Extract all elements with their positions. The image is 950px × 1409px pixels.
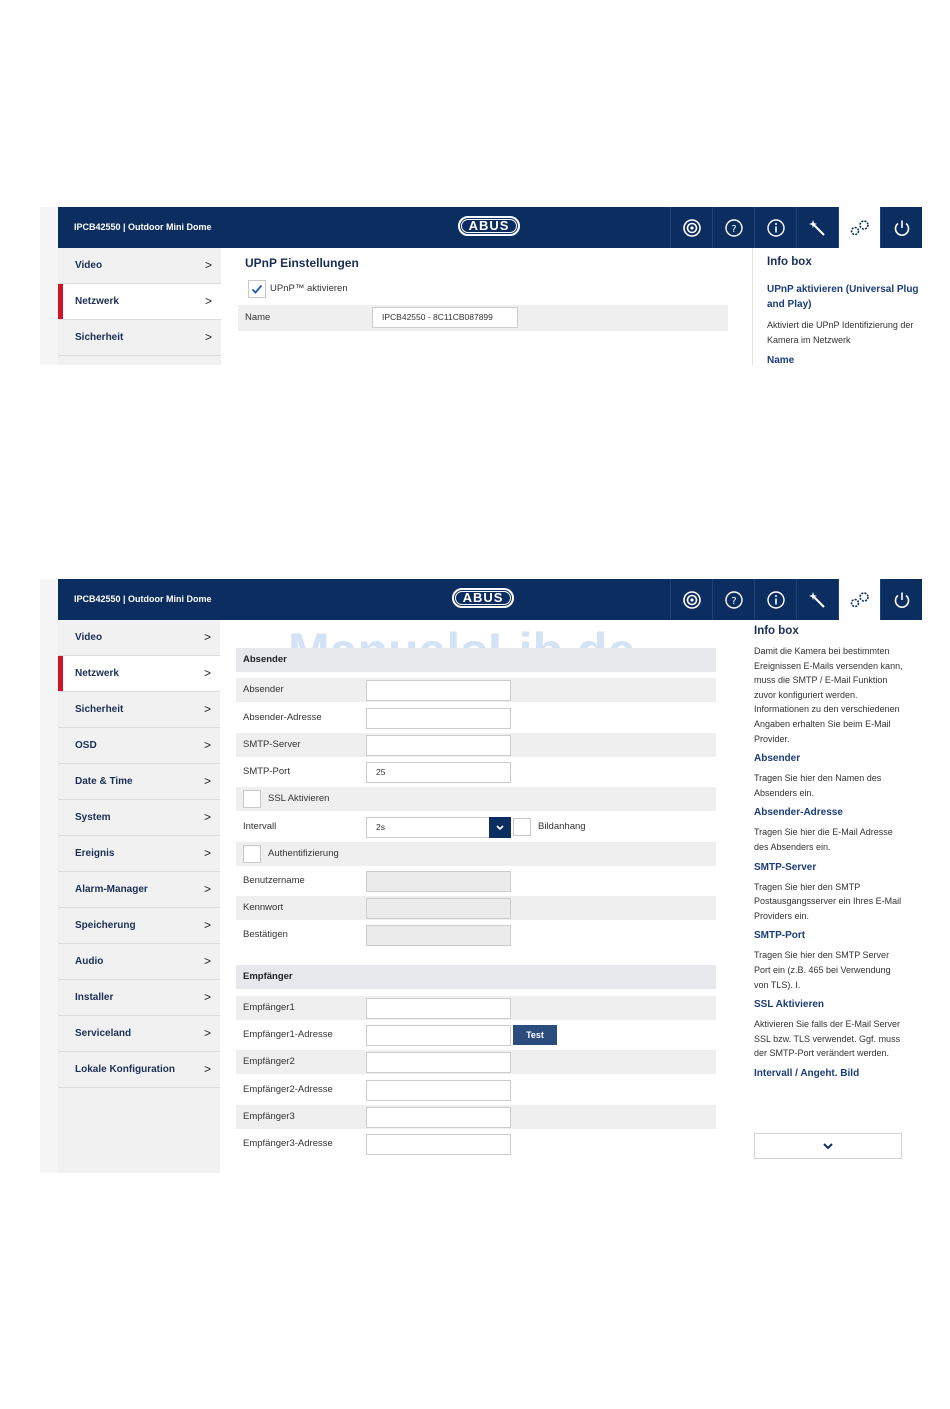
empfaenger2-label: Empfänger2 [243,1056,295,1067]
info-heading: SMTP-Server [754,861,817,873]
top-bar [58,579,922,620]
bildanhang-label: Bildanhang [538,821,586,832]
bildanhang-checkbox[interactable] [513,818,531,836]
sidebar [58,620,220,1173]
info-text: Tragen Sie hier die E-Mail Adresse des Absenders ein. [754,827,893,852]
empfaenger1-input[interactable] [366,998,511,1019]
sidebar-item-serviceland[interactable]: Serviceland > [58,1016,220,1052]
form-row-benutzername [236,869,716,893]
info-intro: Damit die Kamera bei bestimmten Ereignissen E-Mails versenden kann, muss die SMTP / E-Mail Funktion zuvor konfiguriert werden. Informationen zu den verschiedenen Angaben erhalten Sie beim E-Mail Provider. [754,646,903,744]
sidebar-item-video[interactable]: Video > [58,620,220,656]
info-heading: Name [767,355,795,365]
chevron-down-icon [821,1141,835,1151]
section-title: Absender [243,654,287,665]
info-text: Aktivieren Sie falls der E-Mail Server SSL bzw. TLS verwendet. Ggf. muss der SMTP-Port verändert werden. [754,1019,901,1059]
svg-text:?: ? [730,223,737,235]
empfaenger3-input[interactable] [366,1107,511,1128]
top-icon-bar [670,579,922,620]
top-icon-bar [670,207,922,248]
sidebar-item-ereignis[interactable]: Ereignis > [58,836,220,872]
sidebar-item-system[interactable]: System > [58,800,220,836]
wizard-icon[interactable] [796,207,838,248]
email-settings-screen [40,579,922,1173]
info-text: Tragen Sie hier den Namen des Absenders ein. [754,773,882,798]
form-row-name [238,305,728,331]
chevron-right-icon: > [204,330,212,344]
settings-icon[interactable] [838,207,880,248]
smtp-port-label: SMTP-Port [243,766,290,777]
form-row-empfaenger3 [236,1105,716,1129]
test-button[interactable]: Test [513,1025,557,1045]
form-row-bestaetigen [236,923,716,947]
help-icon[interactable] [712,207,754,248]
info-heading: UPnP aktivieren (Universal Plug and Play) [767,284,919,310]
empfaenger1-label: Empfänger1 [243,1002,295,1013]
settings-icon[interactable] [838,579,880,620]
info-heading: SMTP-Port [754,930,806,942]
chevron-right-icon: > [204,258,212,272]
empfaenger2-input[interactable] [366,1052,511,1073]
chevron-right-icon: > [203,954,211,968]
empfaenger3-adresse-input[interactable] [366,1134,511,1155]
sidebar-item-speicherung[interactable]: Speicherung > [58,908,220,944]
name-input[interactable]: IPCB42550 - 8C11CB087899 [372,307,518,328]
upnp-settings-screen [40,207,922,365]
ssl-checkbox[interactable] [243,790,261,808]
sidebar-item-date-time[interactable]: Date & Time > [58,764,220,800]
name-label: Name [245,312,271,323]
form-row-empfaenger2 [236,1050,716,1074]
bestaetigen-label: Bestätigen [243,929,288,940]
form-row-intervall [236,815,716,839]
absender-label: Absender [243,684,284,695]
sidebar-item-lokale-konfiguration[interactable]: Lokale Konfiguration > [58,1052,220,1088]
form-row-empfaenger3-adresse [236,1132,716,1156]
sidebar-item-sicherheit[interactable]: Sicherheit > [58,692,220,728]
section-header-absender [236,648,716,672]
chevron-right-icon: > [203,882,211,896]
intervall-label: Intervall [243,821,277,832]
dropdown-button[interactable] [489,817,511,838]
section-header-empfaenger [236,965,716,989]
chevron-right-icon: > [203,774,211,788]
section-title: UPnP Einstellungen [245,256,359,270]
form-row-authentifizierung [236,842,716,866]
form-row-absender-adresse [236,706,716,730]
chevron-right-icon: > [203,1026,211,1040]
smtp-server-label: SMTP-Server [243,739,301,750]
svg-text:?: ? [730,595,737,607]
authentifizierung-checkbox[interactable] [243,845,261,863]
wizard-icon[interactable] [796,579,838,620]
info-box [752,248,922,365]
empfaenger1-adresse-label: Empfänger1-Adresse [243,1029,333,1040]
sidebar [58,248,221,365]
kennwort-input[interactable] [366,898,511,919]
empfaenger2-adresse-label: Empfänger2-Adresse [243,1084,333,1095]
power-icon[interactable] [880,579,922,620]
absender-input[interactable] [366,680,511,701]
camera-model-label: IPCB42550 | Outdoor Mini Dome [74,594,212,604]
ssl-label: SSL Aktivieren [268,793,330,804]
chevron-right-icon: > [203,666,211,680]
sidebar-item-sicherheit[interactable]: Sicherheit > [58,320,221,356]
form-row-smtp-port [236,760,716,784]
live-view-icon[interactable] [670,207,712,248]
help-icon[interactable] [712,579,754,620]
intervall-select[interactable]: 2s [366,817,511,838]
chevron-right-icon: > [204,294,212,308]
chevron-right-icon: > [203,990,211,1004]
chevron-right-icon: > [203,702,211,716]
smtp-port-input[interactable]: 25 [366,762,511,783]
info-icon[interactable] [754,579,796,620]
bestaetigen-input[interactable] [366,925,511,946]
chevron-right-icon: > [203,846,211,860]
form-row-absender [236,678,716,702]
form-row-kennwort [236,896,716,920]
sidebar-item-installer[interactable]: Installer > [58,980,220,1016]
info-box-title: Info box [767,256,812,268]
sidebar-item-audio[interactable]: Audio > [58,944,220,980]
empfaenger2-adresse-input[interactable] [366,1080,511,1101]
sidebar-item-alarm-manager[interactable]: Alarm-Manager > [58,872,220,908]
absender-adresse-label: Absender-Adresse [243,712,322,723]
benutzername-input[interactable] [366,871,511,892]
info-heading: Absender [754,753,801,765]
window-edge [40,579,58,1173]
authentifizierung-label: Authentifizierung [268,848,339,859]
upnp-checkbox-label: UPnP™ aktivieren [270,283,348,294]
sidebar-item-netzwerk[interactable]: Netzwerk > [58,284,221,320]
info-box [740,620,908,1173]
sidebar-item-osd[interactable]: OSD > [58,728,220,764]
section-title: Empfänger [243,971,293,982]
info-box-title: Info box [754,625,799,637]
power-icon[interactable] [880,207,922,248]
chevron-right-icon: > [203,630,211,644]
info-heading: Absender-Adresse [754,807,843,819]
top-bar [58,207,922,248]
form-row-ssl [236,787,716,811]
chevron-right-icon: > [203,918,211,932]
smtp-server-input[interactable] [366,735,511,756]
upnp-checkbox[interactable] [248,280,266,298]
chevron-right-icon: > [203,810,211,824]
form-row-empfaenger2-adresse [236,1078,716,1102]
main-panel [236,620,716,1173]
abus-logo: ABUS [458,216,520,236]
window-edge [40,207,58,365]
info-text: Tragen Sie hier den SMTP Postausgangsserver ein Ihres E-Mail Providers ein. [754,881,902,921]
info-icon[interactable] [754,207,796,248]
form-row-smtp-server [236,733,716,757]
empfaenger3-adresse-label: Empfänger3-Adresse [243,1138,333,1149]
info-heading: SSL Aktivieren [754,999,825,1011]
info-scroll-down-button[interactable] [754,1133,902,1159]
form-row-empfaenger1 [236,996,716,1020]
main-panel [238,248,728,365]
info-text: Aktiviert die UPnP Identifizierung der Kamera im Netzwerk [767,320,914,345]
chevron-down-icon [489,817,511,838]
kennwort-label: Kennwort [243,902,284,913]
sidebar-item-netzwerk[interactable]: Netzwerk > [58,656,220,692]
info-box-content [754,625,904,1129]
absender-adresse-input[interactable] [366,708,511,729]
empfaenger1-adresse-input[interactable] [366,1025,511,1046]
live-view-icon[interactable] [670,579,712,620]
empfaenger3-label: Empfänger3 [243,1111,295,1122]
abus-logo: ABUS [452,588,514,608]
info-heading: Intervall / Angeht. Bild [754,1067,860,1079]
chevron-right-icon: > [203,1062,211,1076]
chevron-right-icon: > [203,738,211,752]
camera-model-label: IPCB42550 | Outdoor Mini Dome [74,222,212,232]
sidebar-item-video[interactable]: Video > [58,248,221,284]
benutzername-label: Benutzername [243,875,305,886]
form-row-empfaenger1-adresse [236,1023,716,1047]
info-text: Tragen Sie hier den SMTP Server Port ein (z.B. 465 bei Verwendung von TLS). I. [754,950,891,990]
